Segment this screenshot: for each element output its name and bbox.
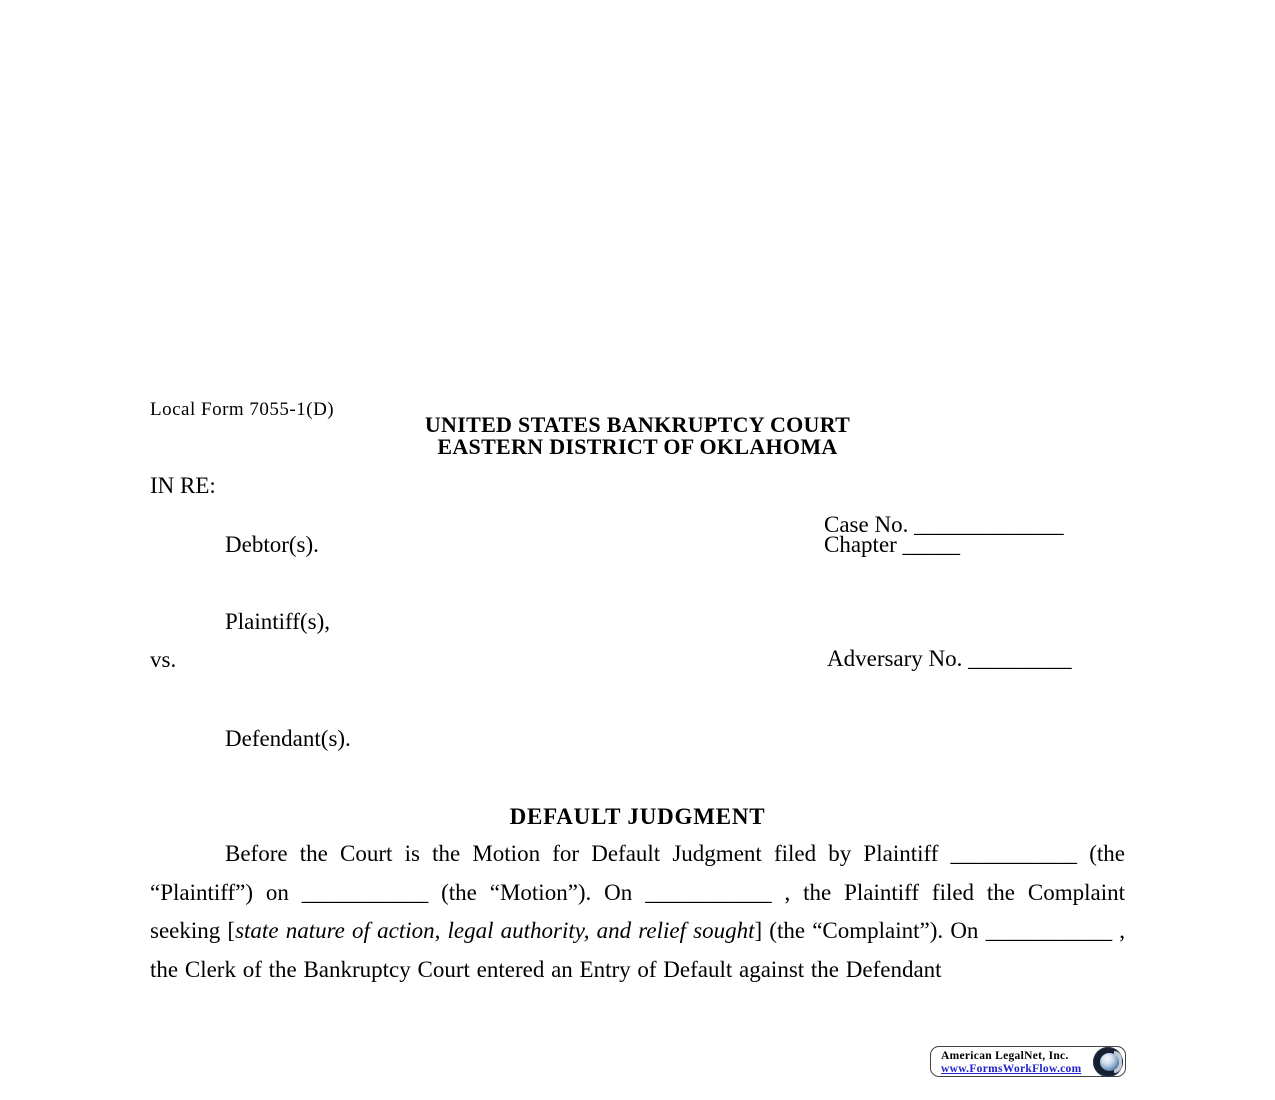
body-paragraph: [150, 835, 1125, 990]
court-title-line1: UNITED STATES BANKRUPTCY COURT: [424, 412, 851, 437]
legalnet-globe-logo-icon: [1093, 1047, 1123, 1077]
case-number-field: Case No. _____________: [824, 512, 1064, 537]
paragraph-text-before-italic: Before the Court is the Motion for Default Judgment filed by Plaintiff ___________ (the “Plaintiff”) on ___________ (the “Motion”). On ___________ , the Plaintiff filed the Complaint seeking [: [150, 841, 1125, 944]
adversary-number-field: Adversary No. _________: [827, 646, 1072, 671]
legalnet-company-name: American LegalNet, Inc.: [941, 1050, 1069, 1062]
in-re-label: IN RE:: [150, 473, 216, 498]
formsworkflow-link[interactable]: www.FormsWorkFlow.com: [941, 1063, 1082, 1075]
legalnet-stamp: [930, 1046, 1126, 1077]
paragraph-italic-instruction: state nature of action, legal authority, and relief sought: [235, 918, 755, 944]
court-title: [0, 414, 1275, 458]
court-title-line2: EASTERN DISTRICT OF OKLAHOMA: [437, 434, 838, 459]
paragraph-text-after-italic: ] (the “Complaint”). On ___________ , the Clerk of the Bankruptcy Court entered an Entry of Default against the Defendant: [150, 918, 1126, 983]
versus-label: vs.: [150, 647, 177, 672]
form-number-label: Local Form 7055-1(D): [150, 399, 335, 420]
defendant-label: Defendant(s).: [225, 726, 351, 751]
debtor-label: Debtor(s).: [225, 532, 319, 557]
plaintiff-label: Plaintiff(s),: [225, 609, 330, 634]
chapter-field: Chapter _____: [824, 532, 961, 557]
document-title: DEFAULT JUDGMENT: [509, 804, 766, 829]
